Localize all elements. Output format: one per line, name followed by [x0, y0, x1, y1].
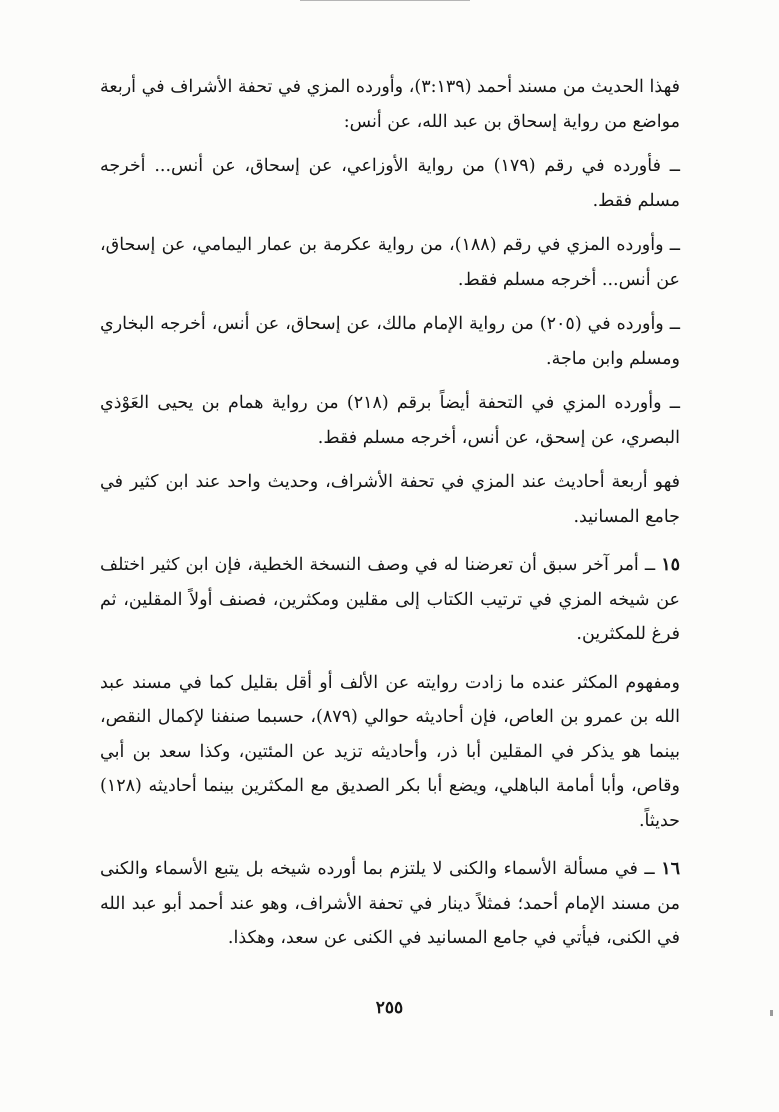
section-16-text: ــ في مسألة الأسماء والكنى لا يلتزم بما أورده شيخه بل يتبع الأسماء والكنى من مسند الإمام أحمد؛ فمثلاً دينار في تحفة الأشراف، وهو عند أحمد أبو عبد الله في الكنى، فيأتي في جامع المسانيد في الكنى عن سعد، وهكذا. — [100, 859, 680, 948]
section-15-number: ١٥ — [661, 555, 680, 575]
paragraph-item-179: ــ فأورده في رقم (١٧٩) من رواية الأوزاعي، عن إسحاق، عن أنس... أخرجه مسلم فقط. — [100, 156, 681, 211]
paragraph-summary: فهو أربعة أحاديث عند المزي في تحفة الأشراف، وحديث واحد عند ابن كثير في جامع المسانيد. — [100, 472, 680, 527]
page-body — [100, 70, 680, 956]
section-15 — [100, 548, 680, 652]
section-16-number: ١٦ — [661, 859, 680, 879]
edge-mark — [770, 1010, 773, 1016]
section-16 — [100, 852, 680, 956]
top-rule — [300, 0, 470, 1]
page-number: ٢٥٥ — [375, 998, 404, 1018]
section-15-text: ــ أمر آخر سبق أن تعرضنا له في وصف النسخة الخطية، فإن ابن كثير اختلف عن شيخه المزي في ترتيب الكتاب إلى مقلين ومكثرين، فصنف أولاً المقلين، ثم فرغ للمكثرين. — [100, 555, 680, 644]
paragraph-item-205: ــ وأورده في (٢٠٥) من رواية الإمام مالك، عن إسحاق، عن أنس، أخرجه البخاري ومسلم وابن ماجة. — [100, 314, 680, 369]
paragraph-musnad-ahmad: فهذا الحديث من مسند أحمد (٣:١٣٩)، وأورده المزي في تحفة الأشراف في أربعة مواضع من رواية إسحاق بن عبد الله، عن أنس: — [100, 77, 681, 132]
paragraph-mukthir: ومفهوم المكثر عنده ما زادت روايته عن الألف أو أقل بقليل كما في مسند عبد الله بن عمرو بن العاص، فإن أحاديثه حوالي (٨٧٩)، حسبما صنفنا لإكمال النقص، بينما هو يذكر في المقلين أبا ذر، وأحاديثه تزيد عن المئتين، وكذا سعد بن أبي وقاص، وأبا أمامة الباهلي، ويضع أبا بكر الصديق مع المكثرين بينما أحاديثه (١٢٨) حديثاً. — [100, 672, 680, 831]
paragraph-item-188: ــ وأورده المزي في رقم (١٨٨)، من رواية عكرمة بن عمار اليمامي، عن إسحاق، عن أنس... أخرجه مسلم فقط. — [100, 235, 680, 290]
paragraph-item-218: ــ وأورده المزي في التحفة أيضاً برقم (٢١٨) من رواية همام بن يحيى العَوْذي البصري، عن إسحق، عن أنس، أخرجه مسلم فقط. — [100, 393, 680, 448]
